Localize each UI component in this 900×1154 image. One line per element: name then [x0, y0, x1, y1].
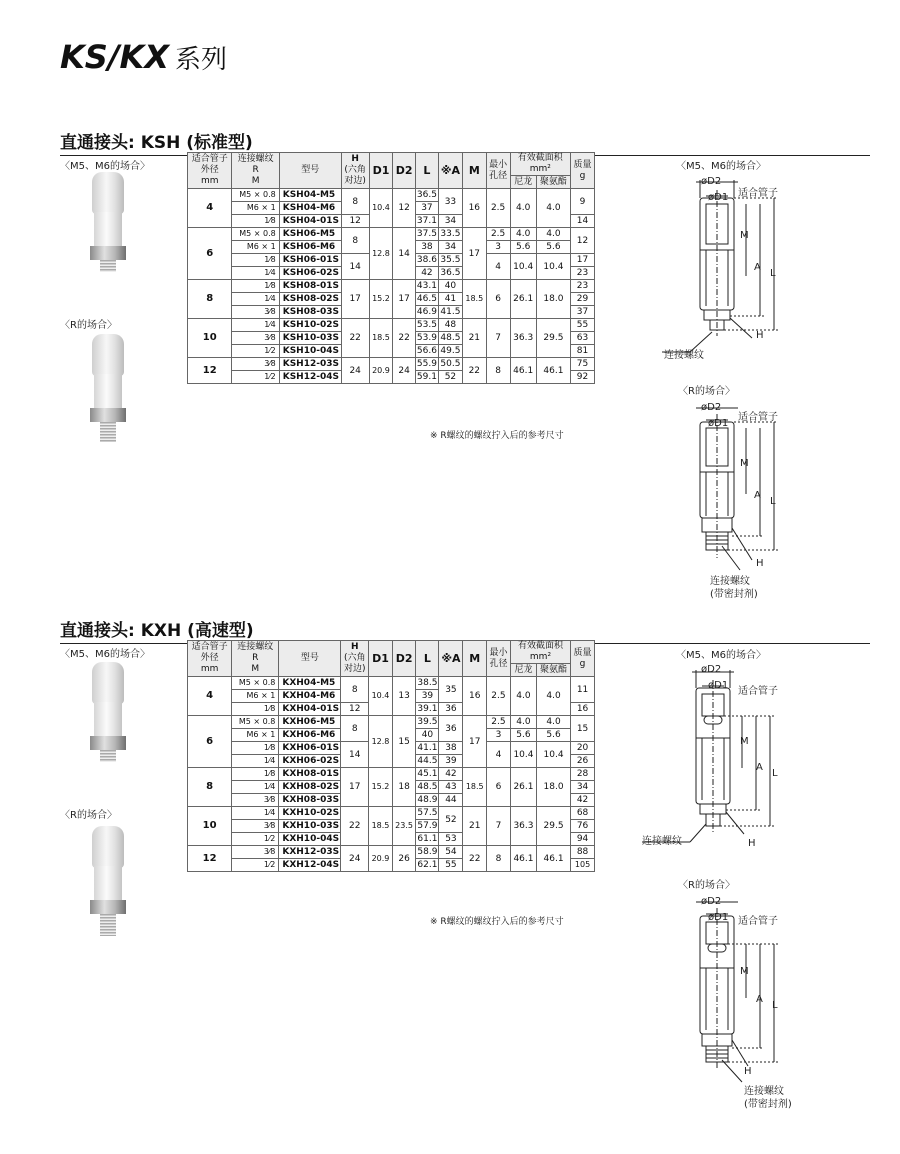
- table-row: M6 × 1 KXH06-M6 40 3 5.6 5.6: [188, 729, 595, 742]
- table-row: 1⁄8 KSH06-01S 14 38.6 35.5 4 10.4 10.4 17: [188, 254, 595, 267]
- table-row: 1⁄2 KXH12-04S 62.1 55 105: [188, 859, 595, 872]
- ksh-r-tube-label: 适合管子: [738, 412, 778, 423]
- table-row: 4 M5 × 0.8 KSH04-M5 8 10.4 12 36.5 33 16 2.5 4.0 4.0 9: [188, 189, 595, 202]
- table-row: 1⁄8 KXH04-01S 12 39.1 36 16: [188, 703, 595, 716]
- col-model: 型号: [279, 641, 341, 677]
- ksh-m-label: M: [740, 230, 749, 241]
- col-model: 型号: [279, 153, 341, 189]
- table-row: M6 × 1 KSH04-M6 37: [188, 202, 595, 215]
- col-l: L: [415, 153, 438, 189]
- table-row: 4 M5 × 0.8 KXH04-M5 8 10.4 13 38.5 35 16 2.5 4.0 4.0 11: [188, 677, 595, 690]
- ksh-r-fitting-photo: [88, 334, 128, 464]
- kxh-drawing-label-r: 〈R的场合〉: [678, 880, 735, 891]
- table-row: 1⁄4 KSH06-02S 42 36.5 23: [188, 267, 595, 280]
- table-row: 1⁄2 KSH12-04S 59.1 52 92: [188, 371, 595, 384]
- ksh-r-sealant-label: (带密封剂): [710, 589, 758, 600]
- table-row: 1⁄2 KXH10-04S 61.1 53 94: [188, 833, 595, 846]
- ksh-section-title: 直通接头: KSH (标准型): [60, 128, 870, 156]
- col-thread: 连接螺纹 R M: [232, 153, 279, 189]
- kxh-r-l-label: L: [772, 1000, 778, 1011]
- col-urethane: 聚氨酯: [536, 176, 570, 189]
- table-row: 12 3⁄8 KXH12-03S 24 20.9 26 58.9 54 22 8 46.1 46.1 88: [188, 846, 595, 859]
- col-m: M: [463, 641, 487, 677]
- series-suffix: 系列: [175, 45, 228, 75]
- ksh-r-l-label: L: [770, 496, 776, 507]
- kxh-photo-label-r: 〈R的场合〉: [60, 810, 117, 821]
- col-area: 有效截面积 mm²: [510, 153, 570, 176]
- ksh-drawing-label-m: 〈M5、M6的场合〉: [676, 161, 766, 172]
- kxh-d1-label: øD1: [708, 680, 729, 691]
- table-row: 3⁄8 KXH08-03S 48.9 44 42: [188, 794, 595, 807]
- col-nylon: 尼龙: [510, 176, 536, 189]
- series-name: KS/KX: [60, 38, 169, 76]
- col-d2: D2: [392, 641, 416, 677]
- col-h: H (六角 对边): [341, 641, 369, 677]
- table-row: M6 × 1 KXH04-M6 39: [188, 690, 595, 703]
- table-row: 6 M5 × 0.8 KXH06-M5 8 12.8 15 39.5 36 17 2.5 4.0 4.0 15: [188, 716, 595, 729]
- table-row: 3⁄8 KXH10-03S 57.9 76: [188, 820, 595, 833]
- kxh-note: ※ R螺纹的螺纹拧入后的参考尺寸: [430, 917, 564, 927]
- table-row: 12 3⁄8 KSH12-03S 24 20.9 24 55.9 50.5 22 8 46.1 46.1 75: [188, 358, 595, 371]
- col-tube: 适合管子 外径 mm: [188, 153, 232, 189]
- col-bore: 最小 孔径: [487, 641, 511, 677]
- ksh-r-d1-label: øD1: [708, 418, 729, 429]
- ksh-tube-label: 适合管子: [738, 188, 778, 199]
- col-d1: D1: [369, 641, 393, 677]
- table-row: 1⁄8 KSH04-01S 12 37.1 34 14: [188, 215, 595, 228]
- table-row: 1⁄2 KSH10-04S 56.6 49.5 81: [188, 345, 595, 358]
- col-m: M: [462, 153, 486, 189]
- kxh-r-h-label: H: [744, 1066, 752, 1077]
- ksh-r-a-label: A: [754, 490, 761, 501]
- table-row: 10 1⁄4 KXH10-02S 22 18.5 23.5 57.5 52 21 7 36.3 29.5 68: [188, 807, 595, 820]
- kxh-drawing-label-m: 〈M5、M6的场合〉: [676, 650, 766, 661]
- ksh-r-thread-label: 连接螺纹: [710, 576, 750, 587]
- kxh-r-d1-label: øD1: [708, 912, 729, 923]
- col-h: H (六角 对边): [341, 153, 369, 189]
- kxh-l-label: L: [772, 768, 778, 779]
- ksh-photo-label-r: 〈R的场合〉: [60, 320, 117, 331]
- table-row: M6 × 1 KSH06-M6 38 34 3 5.6 5.6: [188, 241, 595, 254]
- col-thread: 连接螺纹 R M: [232, 641, 279, 677]
- ksh-drawing-label-r: 〈R的场合〉: [678, 386, 735, 397]
- table-row: 1⁄4 KSH08-02S 46.5 41 29: [188, 293, 595, 306]
- table-row: 8 1⁄8 KXH08-01S 17 15.2 18 45.1 42 18.5 6 26.1 18.0 28: [188, 768, 595, 781]
- kxh-r-a-label: A: [756, 994, 763, 1005]
- col-a: ※A: [438, 153, 462, 189]
- kxh-r-thread-label: 连接螺纹: [744, 1086, 784, 1097]
- kxh-r-m-label: M: [740, 966, 749, 977]
- kxh-m-label: M: [740, 736, 749, 747]
- kxh-section-title: 直通接头: KXH (高速型): [60, 616, 870, 644]
- table-row: 3⁄8 KSH08-03S 46.9 41.5 37: [188, 306, 595, 319]
- ksh-r-h-label: H: [756, 558, 764, 569]
- kxh-photo-label-m: 〈M5、M6的场合〉: [60, 649, 150, 660]
- ksh-thread-label: 连接螺纹: [664, 350, 704, 361]
- table-row: 1⁄4 KXH06-02S 44.5 39 26: [188, 755, 595, 768]
- ksh-m-fitting-photo: [88, 172, 128, 302]
- kxh-r-dimension-drawing: [660, 890, 810, 1100]
- kxh-r-d2-label: øD2: [701, 896, 722, 907]
- ksh-spec-table: [187, 152, 595, 384]
- col-a: ※A: [439, 641, 463, 677]
- table-row: 6 M5 × 0.8 KSH06-M5 8 12.8 14 37.5 33.5 17 2.5 4.0 4.0 12: [188, 228, 595, 241]
- table-row: 1⁄4 KXH08-02S 48.5 43 34: [188, 781, 595, 794]
- kxh-a-label: A: [756, 762, 763, 773]
- col-area: 有效截面积 mm²: [510, 641, 570, 664]
- ksh-photo-label-m: 〈M5、M6的场合〉: [60, 161, 150, 172]
- col-urethane: 聚氨酯: [537, 664, 571, 677]
- kxh-r-sealant-label: (带密封剂): [744, 1099, 792, 1110]
- col-tube: 适合管子 外径 mm: [188, 641, 232, 677]
- col-bore: 最小 孔径: [486, 153, 510, 189]
- table-row: 3⁄8 KSH10-03S 53.9 48.5 63: [188, 332, 595, 345]
- ksh-m-dimension-drawing: [660, 170, 810, 370]
- ksh-a-label: A: [754, 262, 761, 273]
- col-mass: 质量 g: [571, 641, 595, 677]
- kxh-m-fitting-photo: [88, 662, 128, 792]
- series-title: [60, 38, 227, 76]
- ksh-r-dimension-drawing: [660, 398, 810, 598]
- col-l: L: [416, 641, 439, 677]
- kxh-r-fitting-photo: [88, 826, 128, 956]
- ksh-d1-label: øD1: [708, 192, 729, 203]
- table-row: 1⁄8 KXH06-01S 14 41.1 38 4 10.4 10.4 20: [188, 742, 595, 755]
- ksh-d2-label: øD2: [701, 176, 722, 187]
- ksh-r-d2-label: øD2: [701, 402, 722, 413]
- table-row: 10 1⁄4 KSH10-02S 22 18.5 22 53.5 48 21 7 36.3 29.5 55: [188, 319, 595, 332]
- col-d1: D1: [369, 153, 393, 189]
- kxh-spec-table: [187, 640, 595, 872]
- kxh-tube-label: 适合管子: [738, 686, 778, 697]
- ksh-note: ※ R螺纹的螺纹拧入后的参考尺寸: [430, 431, 564, 441]
- ksh-r-m-label: M: [740, 458, 749, 469]
- table-row: 8 1⁄8 KSH08-01S 17 15.2 17 43.1 40 18.5 6 26.1 18.0 23: [188, 280, 595, 293]
- kxh-thread-label: 连接螺纹: [642, 836, 682, 847]
- col-nylon: 尼龙: [510, 664, 536, 677]
- col-mass: 质量 g: [571, 153, 595, 189]
- kxh-h-label: H: [748, 838, 756, 849]
- kxh-r-tube-label: 适合管子: [738, 916, 778, 927]
- col-d2: D2: [393, 153, 416, 189]
- kxh-d2-label: øD2: [701, 664, 722, 675]
- ksh-l-label: L: [770, 268, 776, 279]
- ksh-h-label: H: [756, 330, 764, 341]
